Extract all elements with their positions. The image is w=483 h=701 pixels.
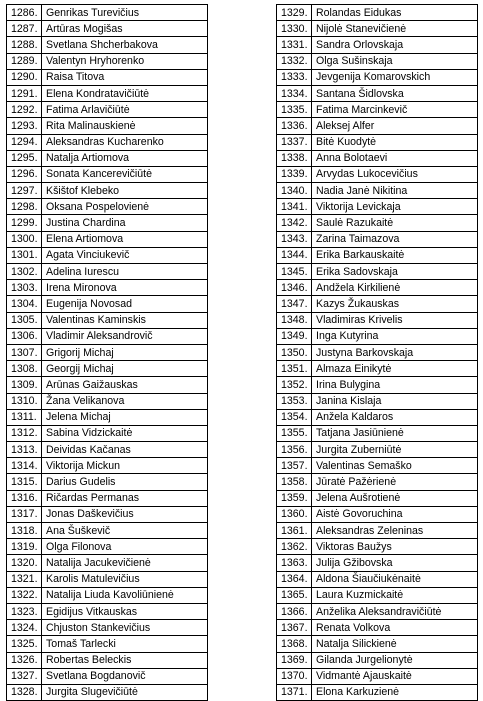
- row-number: 1305.: [7, 312, 42, 328]
- person-name: Deividas Kačanas: [42, 442, 208, 458]
- table-row: [277, 377, 478, 393]
- person-name: Elona Karkuzienė: [312, 684, 478, 700]
- names-table-left-body: [7, 5, 208, 701]
- person-name: Irena Mironova: [42, 280, 208, 296]
- person-name: Kšištof Klebeko: [42, 183, 208, 199]
- row-number: 1300.: [7, 231, 42, 247]
- person-name: Viktorija Levickaja: [312, 199, 478, 215]
- person-name: Artūras Mogišas: [42, 21, 208, 37]
- person-name: Valentinas Kaminskis: [42, 312, 208, 328]
- row-number: 1336.: [277, 118, 312, 134]
- table-row: [277, 506, 478, 522]
- row-number: 1363.: [277, 555, 312, 571]
- table-row: [7, 377, 208, 393]
- names-table-left: [6, 4, 208, 701]
- row-number: 1296.: [7, 166, 42, 182]
- person-name: Nijolė Stanevičienė: [312, 21, 478, 37]
- table-row: [277, 393, 478, 409]
- row-number: 1297.: [7, 183, 42, 199]
- person-name: Eugenija Novosad: [42, 296, 208, 312]
- table-row: [277, 85, 478, 101]
- person-name: Natalija Jacukevičienė: [42, 555, 208, 571]
- row-number: 1321.: [7, 571, 42, 587]
- row-number: 1337.: [277, 134, 312, 150]
- table-row: [277, 458, 478, 474]
- table-row: [277, 490, 478, 506]
- person-name: Anželika Aleksandravičiūtė: [312, 603, 478, 619]
- row-number: 1303.: [7, 280, 42, 296]
- row-number: 1325.: [7, 636, 42, 652]
- row-number: 1308.: [7, 361, 42, 377]
- person-name: Gilanda Jurgelionytė: [312, 652, 478, 668]
- person-name: Olga Sušinskaja: [312, 53, 478, 69]
- table-row: [277, 409, 478, 425]
- row-number: 1356.: [277, 442, 312, 458]
- row-number: 1290.: [7, 69, 42, 85]
- row-number: 1328.: [7, 684, 42, 700]
- row-number: 1351.: [277, 361, 312, 377]
- person-name: Natalija Liuda Kavoliūnienė: [42, 587, 208, 603]
- row-number: 1352.: [277, 377, 312, 393]
- person-name: Viktoras Baužys: [312, 539, 478, 555]
- table-row: [7, 199, 208, 215]
- table-row: [277, 247, 478, 263]
- table-row: [7, 344, 208, 360]
- person-name: Andžela Kirkilienė: [312, 280, 478, 296]
- table-row: [277, 21, 478, 37]
- person-name: Sabina Vidzickaitė: [42, 425, 208, 441]
- table-row: [277, 539, 478, 555]
- person-name: Arvydas Lukocevičius: [312, 166, 478, 182]
- table-row: [7, 134, 208, 150]
- table-row: [277, 150, 478, 166]
- table-row: [7, 555, 208, 571]
- table-row: [7, 150, 208, 166]
- row-number: 1348.: [277, 312, 312, 328]
- person-name: Žana Velikanova: [42, 393, 208, 409]
- person-name: Jurgita Slugevičiūtė: [42, 684, 208, 700]
- person-name: Karolis Matulevičius: [42, 571, 208, 587]
- table-row: [277, 636, 478, 652]
- person-name: Tomaš Tarlecki: [42, 636, 208, 652]
- row-number: 1312.: [7, 425, 42, 441]
- table-row: [7, 523, 208, 539]
- person-name: Aleksandras Zeleninas: [312, 523, 478, 539]
- table-row: [277, 425, 478, 441]
- row-number: 1362.: [277, 539, 312, 555]
- table-row: [277, 215, 478, 231]
- row-number: 1286.: [7, 5, 42, 21]
- table-row: [7, 458, 208, 474]
- table-row: [7, 684, 208, 700]
- row-number: 1367.: [277, 620, 312, 636]
- table-row: [7, 166, 208, 182]
- table-row: [277, 652, 478, 668]
- person-name: Anžela Kaldaros: [312, 409, 478, 425]
- table-row: [277, 442, 478, 458]
- row-number: 1344.: [277, 247, 312, 263]
- row-number: 1349.: [277, 328, 312, 344]
- person-name: Erika Sadovskaja: [312, 264, 478, 280]
- person-name: Jevgenija Komarovskich: [312, 69, 478, 85]
- table-row: [277, 312, 478, 328]
- table-row: [277, 474, 478, 490]
- person-name: Ana Šuškevič: [42, 523, 208, 539]
- person-name: Vladimiras Krivelis: [312, 312, 478, 328]
- table-row: [277, 603, 478, 619]
- table-row: [277, 69, 478, 85]
- row-number: 1361.: [277, 523, 312, 539]
- person-name: Genrikas Turevičius: [42, 5, 208, 21]
- person-name: Justina Chardina: [42, 215, 208, 231]
- person-name: Zarina Taimazova: [312, 231, 478, 247]
- person-name: Raisa Titova: [42, 69, 208, 85]
- person-name: Janina Kislaja: [312, 393, 478, 409]
- table-row: [277, 134, 478, 150]
- row-number: 1323.: [7, 603, 42, 619]
- row-number: 1330.: [277, 21, 312, 37]
- person-name: Jūratė Pažėrienė: [312, 474, 478, 490]
- table-row: [7, 53, 208, 69]
- row-number: 1292.: [7, 102, 42, 118]
- row-number: 1302.: [7, 264, 42, 280]
- row-number: 1338.: [277, 150, 312, 166]
- table-row: [7, 668, 208, 684]
- person-name: Erika Barkauskaitė: [312, 247, 478, 263]
- row-number: 1309.: [7, 377, 42, 393]
- row-number: 1360.: [277, 506, 312, 522]
- person-name: Elena Artiomova: [42, 231, 208, 247]
- table-row: [7, 69, 208, 85]
- row-number: 1345.: [277, 264, 312, 280]
- row-number: 1291.: [7, 85, 42, 101]
- table-row: [277, 264, 478, 280]
- person-name: Sonata Kancerevičiūtė: [42, 166, 208, 182]
- row-number: 1339.: [277, 166, 312, 182]
- row-number: 1313.: [7, 442, 42, 458]
- row-number: 1343.: [277, 231, 312, 247]
- person-name: Inga Kutyrina: [312, 328, 478, 344]
- person-name: Robertas Beleckis: [42, 652, 208, 668]
- table-row: [277, 102, 478, 118]
- person-name: Arūnas Gaižauskas: [42, 377, 208, 393]
- row-number: 1320.: [7, 555, 42, 571]
- table-row: [277, 620, 478, 636]
- table-row: [277, 199, 478, 215]
- person-name: Elena Kondratavičiūtė: [42, 85, 208, 101]
- person-name: Aleksandras Kucharenko: [42, 134, 208, 150]
- person-name: Aistė Govoruchina: [312, 506, 478, 522]
- table-row: [7, 37, 208, 53]
- person-name: Bitė Kuodytė: [312, 134, 478, 150]
- table-row: [7, 280, 208, 296]
- table-row: [7, 312, 208, 328]
- table-row: [277, 684, 478, 700]
- person-name: Irina Bulygina: [312, 377, 478, 393]
- row-number: 1324.: [7, 620, 42, 636]
- table-row: [7, 183, 208, 199]
- table-row: [7, 587, 208, 603]
- person-name: Fatima Marcinkevič: [312, 102, 478, 118]
- table-row: [7, 247, 208, 263]
- table-row: [7, 506, 208, 522]
- row-number: 1295.: [7, 150, 42, 166]
- table-row: [7, 442, 208, 458]
- person-name: Viktorija Mickun: [42, 458, 208, 474]
- table-row: [7, 361, 208, 377]
- person-name: Darius Gudelis: [42, 474, 208, 490]
- table-row: [7, 620, 208, 636]
- table-row: [7, 393, 208, 409]
- table-row: [277, 523, 478, 539]
- row-number: 1319.: [7, 539, 42, 555]
- table-row: [277, 587, 478, 603]
- row-number: 1310.: [7, 393, 42, 409]
- row-number: 1365.: [277, 587, 312, 603]
- table-row: [7, 539, 208, 555]
- row-number: 1340.: [277, 183, 312, 199]
- person-name: Oksana Pospelovienė: [42, 199, 208, 215]
- row-number: 1317.: [7, 506, 42, 522]
- table-row: [7, 425, 208, 441]
- row-number: 1332.: [277, 53, 312, 69]
- person-name: Chjuston Stankevičius: [42, 620, 208, 636]
- row-number: 1333.: [277, 69, 312, 85]
- row-number: 1331.: [277, 37, 312, 53]
- row-number: 1370.: [277, 668, 312, 684]
- row-number: 1342.: [277, 215, 312, 231]
- row-number: 1369.: [277, 652, 312, 668]
- table-row: [7, 21, 208, 37]
- table-row: [277, 328, 478, 344]
- table-row: [7, 5, 208, 21]
- table-row: [277, 166, 478, 182]
- row-number: 1350.: [277, 344, 312, 360]
- table-row: [277, 37, 478, 53]
- row-number: 1307.: [7, 344, 42, 360]
- table-row: [277, 53, 478, 69]
- row-number: 1357.: [277, 458, 312, 474]
- person-name: Anna Bolotaevi: [312, 150, 478, 166]
- row-number: 1359.: [277, 490, 312, 506]
- person-name: Adelina Iurescu: [42, 264, 208, 280]
- person-name: Saulė Razukaitė: [312, 215, 478, 231]
- row-number: 1371.: [277, 684, 312, 700]
- table-row: [277, 296, 478, 312]
- person-name: Jonas Daškevičius: [42, 506, 208, 522]
- person-name: Justyna Barkovskaja: [312, 344, 478, 360]
- names-table-right-body: [277, 5, 478, 701]
- person-name: Valentinas Semaško: [312, 458, 478, 474]
- table-row: [7, 118, 208, 134]
- person-name: Valentyn Hryhorenko: [42, 53, 208, 69]
- row-number: 1311.: [7, 409, 42, 425]
- row-number: 1354.: [277, 409, 312, 425]
- row-number: 1322.: [7, 587, 42, 603]
- row-number: 1294.: [7, 134, 42, 150]
- table-row: [7, 328, 208, 344]
- person-name: Julija Gžibovska: [312, 555, 478, 571]
- table-row: [7, 603, 208, 619]
- row-number: 1287.: [7, 21, 42, 37]
- table-row: [7, 264, 208, 280]
- person-name: Grigorij Michaj: [42, 344, 208, 360]
- person-name: Jelena Michaj: [42, 409, 208, 425]
- table-row: [7, 474, 208, 490]
- row-number: 1368.: [277, 636, 312, 652]
- person-name: Aleksej Alfer: [312, 118, 478, 134]
- table-row: [277, 183, 478, 199]
- person-name: Vidmantė Ajauskaitė: [312, 668, 478, 684]
- row-number: 1346.: [277, 280, 312, 296]
- person-name: Rolandas Eidukas: [312, 5, 478, 21]
- person-name: Renata Volkova: [312, 620, 478, 636]
- row-number: 1364.: [277, 571, 312, 587]
- table-row: [277, 361, 478, 377]
- row-number: 1298.: [7, 199, 42, 215]
- person-name: Georgij Michaj: [42, 361, 208, 377]
- row-number: 1316.: [7, 490, 42, 506]
- row-number: 1355.: [277, 425, 312, 441]
- row-number: 1327.: [7, 668, 42, 684]
- table-row: [7, 409, 208, 425]
- row-number: 1358.: [277, 474, 312, 490]
- person-name: Svetlana Bogdanovič: [42, 668, 208, 684]
- table-row: [7, 231, 208, 247]
- person-name: Fatima Arlavičiūtė: [42, 102, 208, 118]
- row-number: 1347.: [277, 296, 312, 312]
- table-row: [277, 571, 478, 587]
- row-number: 1335.: [277, 102, 312, 118]
- table-row: [277, 344, 478, 360]
- row-number: 1315.: [7, 474, 42, 490]
- person-name: Olga Filonova: [42, 539, 208, 555]
- table-row: [277, 555, 478, 571]
- row-number: 1334.: [277, 85, 312, 101]
- person-name: Almaza Einikytė: [312, 361, 478, 377]
- row-number: 1366.: [277, 603, 312, 619]
- row-number: 1353.: [277, 393, 312, 409]
- person-name: Natalja Artiomova: [42, 150, 208, 166]
- table-row: [7, 296, 208, 312]
- person-name: Aldona Šiaučiukėnaitė: [312, 571, 478, 587]
- table-row: [7, 652, 208, 668]
- person-name: Svetlana Shcherbakova: [42, 37, 208, 53]
- person-name: Agata Vinciukevič: [42, 247, 208, 263]
- person-name: Santana Šidlovska: [312, 85, 478, 101]
- person-name: Nadia Janė Nikitina: [312, 183, 478, 199]
- table-row: [277, 280, 478, 296]
- table-row: [7, 85, 208, 101]
- row-number: 1293.: [7, 118, 42, 134]
- row-number: 1341.: [277, 199, 312, 215]
- person-name: Kazys Žukauskas: [312, 296, 478, 312]
- person-name: Sandra Orlovskaja: [312, 37, 478, 53]
- table-row: [277, 118, 478, 134]
- row-number: 1314.: [7, 458, 42, 474]
- person-name: Jurgita Zuberniūtė: [312, 442, 478, 458]
- row-number: 1289.: [7, 53, 42, 69]
- person-name: Jelena Aušrotienė: [312, 490, 478, 506]
- table-row: [7, 102, 208, 118]
- person-name: Vladimir Aleksandrovič: [42, 328, 208, 344]
- table-row: [7, 636, 208, 652]
- person-name: Ričardas Permanas: [42, 490, 208, 506]
- row-number: 1288.: [7, 37, 42, 53]
- person-name: Egidijus Vitkauskas: [42, 603, 208, 619]
- names-table-right: [276, 4, 478, 701]
- row-number: 1326.: [7, 652, 42, 668]
- row-number: 1318.: [7, 523, 42, 539]
- table-row: [277, 5, 478, 21]
- row-number: 1301.: [7, 247, 42, 263]
- table-row: [277, 668, 478, 684]
- table-row: [7, 490, 208, 506]
- row-number: 1329.: [277, 5, 312, 21]
- person-name: Tatjana Jasiūnienė: [312, 425, 478, 441]
- row-number: 1304.: [7, 296, 42, 312]
- table-row: [7, 215, 208, 231]
- person-name: Laura Kuzmickaitė: [312, 587, 478, 603]
- person-name: Natalja Silickienė: [312, 636, 478, 652]
- row-number: 1299.: [7, 215, 42, 231]
- person-name: Rita Malinauskienė: [42, 118, 208, 134]
- table-row: [7, 571, 208, 587]
- table-row: [277, 231, 478, 247]
- row-number: 1306.: [7, 328, 42, 344]
